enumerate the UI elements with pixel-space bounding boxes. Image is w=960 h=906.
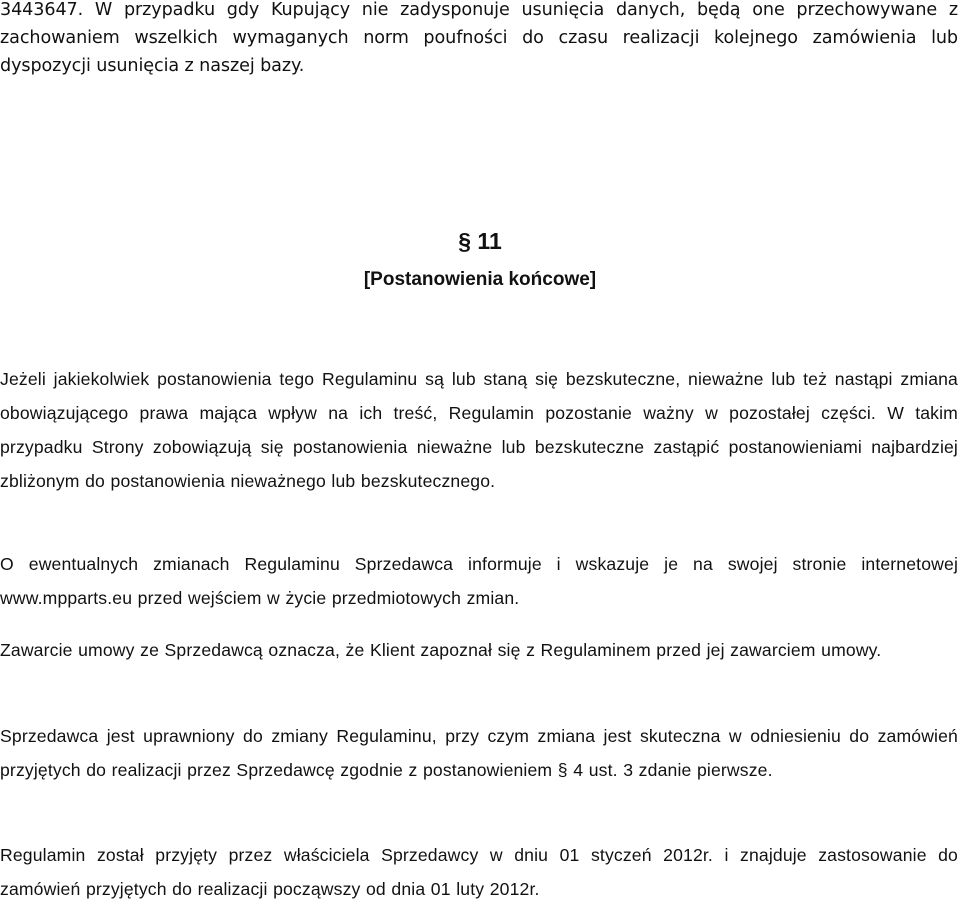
section-title: [Postanowienia końcowe]: [363, 269, 597, 290]
paragraph-contract-acceptance: Zawarcie umowy ze Sprzedawcą oznacza, że Klient zapoznał się z Regulaminem przed jej zawarciem umowy.: [0, 640, 882, 660]
paragraph-seller-rights: Sprzedawca jest uprawniony do zmiany Regulaminu, przy czym zmiana jest skuteczna w odniesieniu do zamówień przyjętych do realizacji przez Sprzedawcę zgodnie z postanowieniem § 4 ust. 3 zdanie pierwsze.: [0, 726, 958, 780]
paragraph-invalid-provisions: Jeżeli jakiekolwiek postanowienia tego Regulaminu są lub staną się bezskuteczne, nieważne lub też nastąpi zmiana obowiązującego prawa mająca wpływ na ich treść, Regulamin pozostanie ważny w pozostałej części. W takim przypadku Strony zobowiązują się postanowienia nieważne lub bezskuteczne zastąpić postanowieniami najbardziej zbliżonym do postanowienia nieważnego lub bezskutecznego.: [0, 369, 958, 491]
paragraph-changes-notice: O ewentualnych zmianach Regulaminu Sprzedawca informuje i wskazuje je na swojej stronie internetowej www.mpparts.eu przed wejściem w życie przedmiotowych zmian.: [0, 554, 958, 608]
intro-paragraph: 3443647. W przypadku gdy Kupujący nie zadysponuje usunięcia danych, będą one przechowywane z zachowaniem wszelkich wymaganych norm poufności do czasu realizacji kolejnego zamówienia lub dyspozycji usunięcia z naszej bazy.: [0, 0, 958, 76]
paragraph-effective-date: Regulamin został przyjęty przez właściciela Sprzedawcy w dniu 01 styczeń 2012r. i znajduje zastosowanie do zamówień przyjętych do realizacji począwszy od dnia 01 luty 2012r.: [0, 845, 958, 899]
section-number: § 11: [458, 228, 502, 254]
